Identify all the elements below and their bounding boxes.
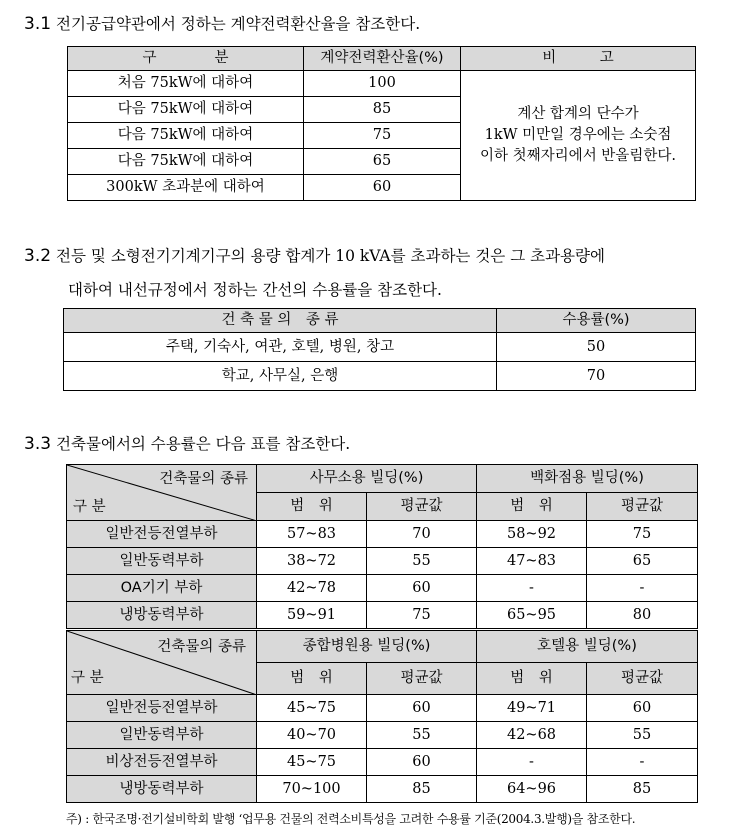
section-number: 3.3: [24, 434, 52, 454]
diagonal-header-cell: [67, 631, 257, 695]
section-text: 건축물에서의 수용률은 다음 표를 참조한다.: [56, 435, 351, 453]
table-row: [67, 521, 698, 548]
row-value: 100: [304, 71, 461, 97]
section-text: 전기공급약관에서 정하는 계약전력환산율을 참조한다.: [56, 15, 421, 33]
table-row: [67, 575, 698, 602]
diagonal-header-cell: [67, 465, 257, 521]
cell: 60: [367, 695, 477, 722]
cell: 75: [587, 521, 698, 548]
table-row: [68, 71, 696, 97]
cell: 57~83: [257, 521, 367, 548]
cell: 64~96: [477, 776, 587, 803]
cell: 65~95: [477, 602, 587, 629]
cell: 47~83: [477, 548, 587, 575]
row-label: 주택, 기숙사, 여관, 호텔, 병원, 창고: [64, 333, 497, 362]
cell: -: [477, 575, 587, 602]
cell: -: [587, 575, 698, 602]
group-header-office: 사무소용 빌딩(%): [257, 465, 477, 493]
row-label: 일반동력부하: [67, 548, 257, 575]
diag-bottom-label: 구 분: [71, 669, 104, 686]
cell: 60: [587, 695, 698, 722]
cell: 38~72: [257, 548, 367, 575]
row-label: 처음 75kW에 대하여: [68, 71, 304, 97]
table-row: [64, 362, 696, 391]
cell: 65: [587, 548, 698, 575]
contract-power-table: [67, 46, 696, 201]
section-text-line2: 대하여 내선규정에서 정하는 간선의 수용률을 참조한다.: [68, 281, 442, 299]
row-value: 50: [497, 333, 696, 362]
table-row: [67, 548, 698, 575]
cell: 85: [367, 776, 477, 803]
cell: 60: [367, 749, 477, 776]
diag-top-label: 건축물의 종류: [157, 639, 246, 655]
row-value: 70: [497, 362, 696, 391]
remark-line: 이하 첫째자리에서 반올림한다.: [480, 148, 676, 164]
cell: 60: [367, 575, 477, 602]
remark-line: 1kW 미만일 경우에는 소숫점: [484, 126, 672, 143]
row-label: 학교, 사무실, 은행: [64, 362, 497, 391]
subheader-average: 평균값: [587, 663, 698, 695]
header-remark: 비 고: [461, 47, 696, 71]
header-category: 구 분: [68, 47, 304, 71]
diag-top-label: 건축물의 종류: [159, 471, 248, 487]
section-3-3-heading: [24, 432, 350, 454]
group-header-department-store: 백화점용 빌딩(%): [477, 465, 698, 493]
building-demand-table-2: [66, 630, 698, 803]
cell: 75: [367, 602, 477, 629]
cell: 70: [367, 521, 477, 548]
row-value: 75: [304, 123, 461, 149]
diag-bottom-label: 구 분: [73, 498, 106, 515]
subheader-average: 평균값: [367, 493, 477, 521]
subheader-range: 범 위: [477, 493, 587, 521]
cell: 80: [587, 602, 698, 629]
row-value: 65: [304, 149, 461, 175]
demand-factor-table: [63, 308, 696, 391]
row-value: 85: [304, 97, 461, 123]
row-label: 다음 75kW에 대하여: [68, 97, 304, 123]
table-row: [67, 776, 698, 803]
cell: 45~75: [257, 749, 367, 776]
header-rate: 계약전력환산율(%): [304, 47, 461, 71]
row-label: OA기기 부하: [67, 575, 257, 602]
subheader-range: 범 위: [257, 663, 367, 695]
cell: 42~78: [257, 575, 367, 602]
cell: -: [587, 749, 698, 776]
row-label: 일반동력부하: [67, 722, 257, 749]
footnote: 주) : 한국조명·전기설비학회 발행 ‘업무용 건물의 전력소비특성을 고려한 수용률 기준(2004.3.발행)을 참조한다.: [66, 812, 636, 826]
section-number: 3.1: [24, 14, 52, 34]
row-value: 60: [304, 175, 461, 201]
cell: 49~71: [477, 695, 587, 722]
remark-line: 계산 합계의 단수가: [517, 105, 639, 122]
section-text-line1: 전등 및 소형전기기계기구의 용량 합계가 10 kVA를 초과하는 것은 그 초과용량에: [56, 247, 605, 265]
row-label: 냉방동력부하: [67, 602, 257, 629]
table-row: [67, 722, 698, 749]
cell: -: [477, 749, 587, 776]
subheader-range: 범 위: [477, 663, 587, 695]
cell: 42~68: [477, 722, 587, 749]
row-label: 다음 75kW에 대하여: [68, 123, 304, 149]
subheader-average: 평균값: [367, 663, 477, 695]
building-demand-table-1: [66, 464, 698, 629]
cell: 85: [587, 776, 698, 803]
section-3-1-heading: [24, 12, 420, 34]
table-row: [67, 695, 698, 722]
subheader-average: 평균값: [587, 493, 698, 521]
group-header-hotel: 호텔용 빌딩(%): [477, 631, 698, 663]
cell: 58~92: [477, 521, 587, 548]
row-label: 일반전등전열부하: [67, 695, 257, 722]
cell: 45~75: [257, 695, 367, 722]
remark-cell: [461, 71, 696, 201]
cell: 55: [367, 548, 477, 575]
table-row: [67, 749, 698, 776]
table-row: [67, 602, 698, 629]
group-header-hospital: 종합병원용 빌딩(%): [257, 631, 477, 663]
header-demand-factor: 수용률(%): [497, 309, 696, 333]
table-row: [64, 333, 696, 362]
subheader-range: 범 위: [257, 493, 367, 521]
row-label: 일반전등전열부하: [67, 521, 257, 548]
row-label: 다음 75kW에 대하여: [68, 149, 304, 175]
cell: 59~91: [257, 602, 367, 629]
section-3-2-heading: [24, 244, 605, 266]
row-label: 냉방동력부하: [67, 776, 257, 803]
section-number: 3.2: [24, 246, 52, 266]
row-label: 300kW 초과분에 대하여: [68, 175, 304, 201]
cell: 40~70: [257, 722, 367, 749]
row-label: 비상전등전열부하: [67, 749, 257, 776]
header-building-type: 건 축 물 의 종 류: [64, 309, 497, 333]
cell: 70~100: [257, 776, 367, 803]
cell: 55: [587, 722, 698, 749]
cell: 55: [367, 722, 477, 749]
